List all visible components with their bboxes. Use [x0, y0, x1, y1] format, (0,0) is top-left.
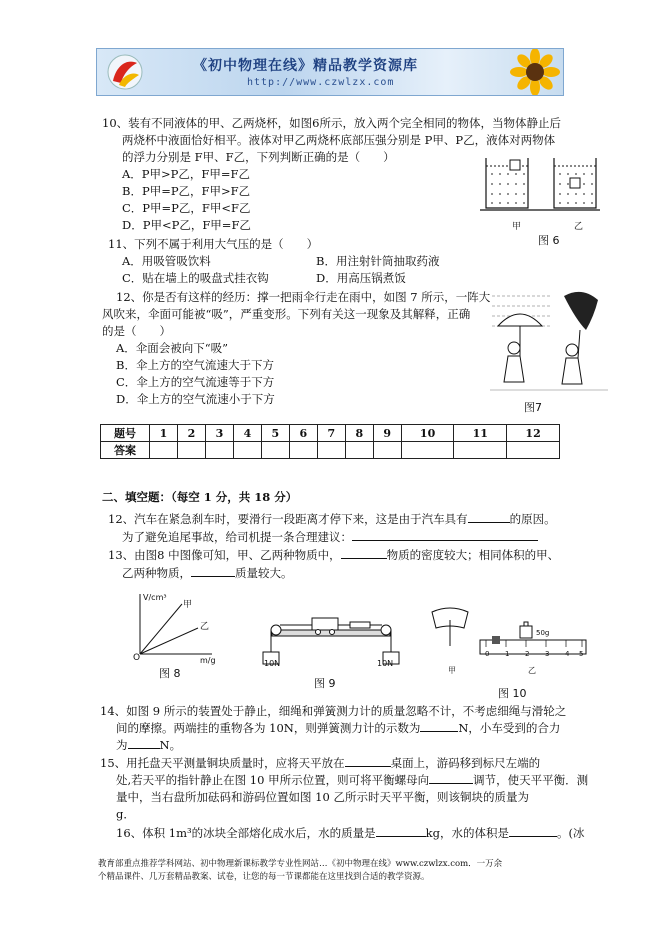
fill-q12-line1 — [108, 512, 556, 526]
answer-cell[interactable] — [454, 442, 507, 459]
answer-cell[interactable] — [317, 442, 345, 459]
fill-q15-line3: 量中，当右盘所加砝码和游码位置如图 10 乙所示时天平平衡，则该铜块的质量为 — [116, 790, 529, 804]
fill-q14-blank2[interactable] — [128, 738, 160, 749]
fill-q14-line1: 14、如图 9 所示的装置处于静止，细绳和弹簧测力计的质量忽略不计，不考虑细绳与滑轮之 — [100, 704, 567, 718]
answer-cell[interactable] — [177, 442, 205, 459]
fill-q16-line — [116, 826, 584, 840]
figure-7-umbrella — [490, 286, 608, 398]
answer-table-number: 7 — [317, 425, 345, 442]
fill-q15-text-d: 调节，使天平平衡．测 — [473, 773, 589, 787]
q12-option-b: B．伞上方的空气流速大于下方 — [116, 358, 274, 372]
figure-8-origin: O — [133, 653, 141, 663]
answer-cell[interactable] — [345, 442, 373, 459]
q11-option-a: A．用吸管吸饮料 — [122, 254, 211, 268]
q11-option-c: C．贴在墙上的吸盘式挂衣钩 — [122, 271, 269, 285]
figure-9-weight-right: 10N — [377, 659, 394, 668]
q10-option-d: D．P甲<P乙，F甲=F乙 — [122, 218, 251, 232]
answer-table-header-label: 题号 — [101, 425, 150, 442]
figure-10-label-yi: 乙 — [528, 666, 536, 675]
fill-q13-text-a: 13、由图8 中图像可知，甲、乙两种物质中， — [108, 548, 341, 562]
answer-cell[interactable] — [150, 442, 178, 459]
fill-q12-text-b: 的原因。 — [509, 512, 556, 526]
header-title: 《初中物理在线》精品教学资源库 — [193, 58, 418, 74]
figure-8-ylabel: V/cm³ — [143, 593, 167, 602]
answer-cell[interactable] — [233, 442, 261, 459]
answer-table-answer-label: 答案 — [101, 442, 150, 459]
fill-q16-text-c: 。(冰 — [556, 826, 585, 840]
fill-q14-blank1[interactable] — [420, 721, 458, 732]
answer-cell[interactable] — [507, 442, 560, 459]
sunflower-icon — [505, 49, 563, 95]
q12-line2: 风吹来，伞面可能被“吸”，严重变形。下列有关这一现象及其解释，正确 — [102, 307, 471, 321]
fill-q15-line4: g． — [116, 807, 135, 821]
fill-q15-blank2[interactable] — [429, 773, 473, 784]
logo-icon — [103, 53, 147, 91]
figure-10-tick-3: 3 — [545, 650, 550, 658]
q12-option-c: C．伞上方的空气流速等于下方 — [116, 375, 275, 389]
fill-q13-line2 — [122, 566, 293, 580]
fill-q14-text-b: N，小车受到的合力 — [458, 721, 561, 735]
fill-q13-text-c: 乙两种物质， — [122, 566, 191, 580]
fill-q14-line2 — [116, 721, 560, 735]
fill-q15-text-b: 桌面上，游码移到标尺左端的 — [390, 756, 541, 770]
fill-q12-blank1[interactable] — [468, 512, 510, 523]
q12-line1: 12、你是否有这样的经历：撑一把雨伞行走在雨中，如图 7 所示，一阵大 — [116, 290, 491, 304]
answer-table — [100, 424, 560, 459]
answer-table-number: 1 — [150, 425, 178, 442]
answer-table-number: 8 — [345, 425, 373, 442]
fill-q13-text-b: 物质的密度较大；相同体积的甲、 — [386, 548, 560, 562]
answer-cell[interactable] — [261, 442, 289, 459]
q10-line1: 10、装有不同液体的甲、乙两烧杯，如图6所示，放入两个完全相同的物体，当物体静止后 — [102, 116, 561, 130]
q12-line3: 的是（ ） — [102, 324, 171, 338]
q12-option-d: D．伞上方的空气流速小于下方 — [116, 392, 275, 406]
figure-10-label-jia: 甲 — [448, 666, 456, 675]
figure-6-label-yi: 乙 — [574, 222, 584, 232]
answer-table-header-row — [101, 425, 560, 442]
answer-table-number: 10 — [401, 425, 454, 442]
q12-option-a: A．伞面会被向下“吸” — [116, 341, 229, 355]
answer-cell[interactable] — [205, 442, 233, 459]
figure-8-label-jia: 甲 — [183, 600, 193, 610]
answer-cell[interactable] — [373, 442, 401, 459]
fill-q16-text-b: kg，水的体积是 — [425, 826, 509, 840]
q10-option-c: C．P甲=P乙，F甲<F乙 — [122, 201, 251, 215]
fill-q16-blank1[interactable] — [376, 826, 426, 837]
answer-table-answer-row — [101, 442, 560, 459]
fill-q14-text-c: 为 — [116, 738, 128, 752]
answer-table-number: 11 — [454, 425, 507, 442]
answer-cell[interactable] — [289, 442, 317, 459]
fill-q15-line1 — [100, 756, 540, 770]
fill-q15-line2 — [116, 773, 588, 787]
fill-q13-blank2[interactable] — [191, 566, 235, 577]
figure-8-label-yi: 乙 — [200, 622, 210, 632]
footer-line1: 教育部重点推荐学科网站、初中物理新课标教学专业性网站…《初中物理在线》www.czwlzx.com．一万余 — [98, 859, 503, 869]
fill-q12-text-c: 为了避免追尾事故，给司机提一条合理建议： — [122, 530, 352, 544]
fill-q12-line2 — [122, 530, 538, 544]
q10-option-b: B．P甲=P乙，F甲>F乙 — [122, 184, 251, 198]
fill-q12-blank2[interactable] — [352, 530, 538, 541]
fill-q14-text-a: 间的摩擦。两端挂的重物各为 10N，则弹簧测力计的示数为 — [116, 721, 421, 735]
figure-10-tick-1: 1 — [505, 650, 510, 658]
q10-line3: 的浮力分别是 F甲、F乙，下列判断正确的是（ ） — [122, 150, 395, 164]
fill-q15-text-c: 处,若天平的指针静止在图 10 甲所示位置，则可将平衡螺母向 — [116, 773, 430, 787]
figure-9-caption: 图 9 — [314, 677, 336, 690]
answer-table-number: 12 — [507, 425, 560, 442]
fill-q13-line1 — [108, 548, 559, 562]
figure-10-tick-0: 0 — [485, 650, 490, 658]
figure-8-xlabel: m/g — [200, 656, 216, 665]
answer-cell[interactable] — [401, 442, 454, 459]
fill-q13-blank1[interactable] — [341, 548, 387, 559]
figure-8-caption: 图 8 — [159, 667, 181, 680]
answer-table-number: 9 — [373, 425, 401, 442]
figure-6-label-jia: 甲 — [512, 222, 522, 232]
answer-table-number: 2 — [177, 425, 205, 442]
fill-q14-text-d: N。 — [159, 738, 182, 752]
figure-9-weight-left: 10N — [264, 659, 281, 668]
header-banner — [96, 48, 564, 96]
q11-option-b: B．用注射针筒抽取药液 — [316, 254, 440, 268]
figure-7-caption: 图7 — [524, 401, 542, 414]
fill-q15-text-a: 15、用托盘天平测量铜块质量时，应将天平放在 — [100, 756, 345, 770]
fill-q15-blank1[interactable] — [345, 756, 391, 767]
answer-table-number: 5 — [261, 425, 289, 442]
fill-q14-line3 — [116, 738, 181, 752]
figure-6-caption: 图 6 — [538, 234, 560, 247]
fill-q16-text-a: 16、体积 1m³的冰块全部熔化成水后，水的质量是 — [116, 826, 376, 840]
answer-table-number: 3 — [205, 425, 233, 442]
figure-10-caption: 图 10 — [498, 687, 527, 700]
answer-table-number: 4 — [233, 425, 261, 442]
figure-10-tick-2: 2 — [525, 650, 530, 658]
q10-option-a: A．P甲>P乙，F甲=F乙 — [122, 167, 251, 181]
fill-q16-blank2[interactable] — [509, 826, 557, 837]
section-2-title: 二、填空题：（每空 1 分，共 18 分） — [102, 490, 298, 504]
figure-10-mass: 50g — [536, 629, 550, 637]
footer-line2: 个精品课件、几万套精品教案、试卷，让您的每一节课都能在这里找到合适的教学资源。 — [98, 872, 430, 882]
fill-q12-text-a: 12、汽车在紧急刹车时，要滑行一段距离才停下来，这是由于汽车具有 — [108, 512, 468, 526]
header-url[interactable]: http://www.czwlzx.com — [247, 77, 395, 88]
figure-10-tick-4: 4 — [565, 650, 570, 658]
answer-table-number: 6 — [289, 425, 317, 442]
figure-6-beakers — [478, 156, 602, 218]
q11-option-d: D．用高压锅煮饭 — [316, 271, 406, 285]
q11-stem: 11、下列不属于利用大气压的是（ ） — [108, 237, 319, 251]
figure-10-tick-5: 5 — [579, 650, 584, 658]
fill-q13-text-d: 质量较大。 — [235, 566, 293, 580]
q10-line2: 两烧杯中液面恰好相平。液体对甲乙两烧杯底部压强分别是 P甲、P乙，液体对两物体 — [122, 133, 556, 147]
